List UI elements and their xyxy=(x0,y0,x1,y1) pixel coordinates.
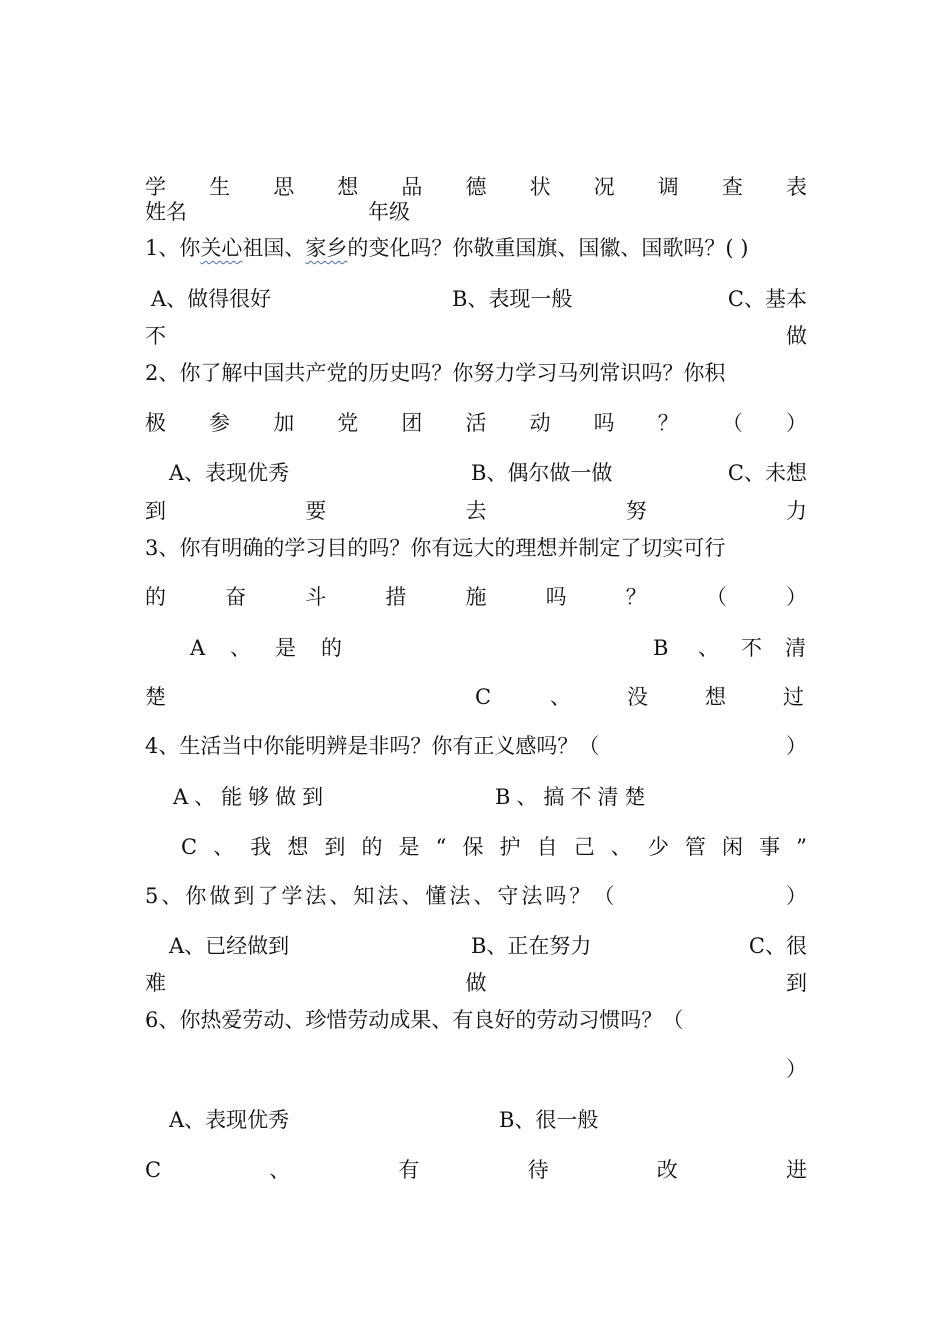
q4-option-c-char: 保 xyxy=(462,835,484,859)
q4-option-c-char: 想 xyxy=(287,835,309,859)
q4-option-c-char: 、 xyxy=(213,835,235,859)
q3-option-c-char: 过 xyxy=(783,685,804,709)
q2-char: 参 xyxy=(209,411,231,435)
q1-text: 的变化吗？你敬重国旗、国徽、国歌吗？( ) xyxy=(347,236,749,260)
q5-close-paren: ） xyxy=(786,884,807,908)
question-4 xyxy=(145,731,807,761)
q2-option-c-char: 去 xyxy=(465,499,487,523)
q2-option-c-char: 到 xyxy=(145,499,166,523)
q5-option-c-char: 难 xyxy=(145,971,166,995)
q4-option-c-char: 闲 xyxy=(722,835,743,859)
q5-option-c-cont xyxy=(145,968,807,998)
q3-char: 奋 xyxy=(225,585,247,609)
question-2-cont xyxy=(145,408,807,438)
q4-option-c-char: 管 xyxy=(684,835,706,859)
q6-option-b: B、很一般 xyxy=(499,1108,599,1132)
q2-option-c-char: 要 xyxy=(305,499,327,523)
q2-char: 极 xyxy=(145,411,166,435)
q3-char: 的 xyxy=(145,585,166,609)
title-char: 生 xyxy=(209,175,231,199)
q5-option-b: B、正在努力 xyxy=(471,934,592,958)
title-char: 想 xyxy=(337,175,359,199)
q1-option-c-cont xyxy=(145,321,807,351)
q4-option-a: A、能够做到 xyxy=(173,785,330,809)
q6-option-c-char: 有 xyxy=(398,1158,420,1182)
q2-option-b: B、偶尔做一做 xyxy=(471,461,613,485)
q3-option-c-char: 没 xyxy=(627,685,648,709)
q1-option-c-text: 做 xyxy=(786,324,807,348)
q6-close-paren: ） xyxy=(786,1057,807,1081)
q4-option-c-char: 少 xyxy=(647,835,669,859)
q2-char: 加 xyxy=(273,411,295,435)
title-char: 表 xyxy=(785,175,807,199)
q3-char: ） xyxy=(786,585,807,609)
q1-underlined-word: 关心 xyxy=(200,236,243,260)
q2-char: 活 xyxy=(465,411,487,435)
title-char: 思 xyxy=(273,175,295,199)
q4-option-c-char: “ xyxy=(435,835,447,859)
q1-option-c: C、基本 xyxy=(727,287,807,311)
q4-option-c-char: ” xyxy=(796,835,807,859)
q1-underlined-word: 家乡 xyxy=(305,236,348,260)
q3-options-cont xyxy=(145,682,807,712)
question-3-cont xyxy=(145,582,807,612)
q6-option-c-char: 、 xyxy=(269,1158,291,1182)
title-char: 学 xyxy=(145,175,166,199)
q5-option-c: C、很 xyxy=(748,934,807,958)
question-6-cont xyxy=(145,1054,807,1084)
q2-options xyxy=(145,458,807,488)
q3-char: 施 xyxy=(465,585,487,609)
question-2: 2、你了解中国共产党的历史吗？你努力学习马列常识吗？你积 xyxy=(145,361,726,385)
q3-option-c-char: C xyxy=(475,685,492,709)
q4-option-c-char: 到 xyxy=(324,835,346,859)
q3-option-b-char: 楚 xyxy=(145,685,166,709)
q6-option-c-char: C xyxy=(145,1158,162,1182)
q5-option-c-char: 到 xyxy=(786,971,807,995)
question-6: 6、你热爱劳动、珍惜劳动成果、有良好的劳动习惯吗？（ xyxy=(145,1008,684,1032)
q6-option-c xyxy=(145,1155,807,1185)
q3-option-a-char: 、 xyxy=(230,636,251,660)
q4-option-c-char: 己 xyxy=(573,835,595,859)
q4-option-c-char: C xyxy=(181,835,198,859)
q4-option-c-char: 的 xyxy=(361,835,383,859)
title-char: 品 xyxy=(401,175,423,199)
q2-option-a: A、表现优秀 xyxy=(169,461,290,485)
title-char: 调 xyxy=(657,175,679,199)
q2-char: 吗 xyxy=(593,411,615,435)
q3-option-c-char: 想 xyxy=(705,685,726,709)
q1-option-b: B、表现一般 xyxy=(452,287,573,311)
q3-option-b-char: B xyxy=(653,636,669,660)
q4-options xyxy=(145,782,807,812)
q3-char: ？ xyxy=(625,585,647,609)
q4-option-c xyxy=(181,832,807,862)
q5-text: 5、你做到了学法、知法、懂法、守法吗？（ xyxy=(145,884,618,908)
name-label: 姓名 xyxy=(145,200,187,224)
q6-option-c-char: 进 xyxy=(785,1158,807,1182)
q1-text: 祖国、 xyxy=(242,236,306,260)
q4-option-c-char: 、 xyxy=(610,835,632,859)
q6-option-c-char: 改 xyxy=(656,1158,678,1182)
q4-option-b: B、搞不清楚 xyxy=(495,785,652,809)
q2-char: （ xyxy=(721,411,743,435)
q3-option-b-char: 、 xyxy=(698,636,719,660)
title-char: 况 xyxy=(593,175,615,199)
question-3: 3、你有明确的学习目的吗？你有远大的理想并制定了切实可行 xyxy=(145,536,726,560)
q2-char: ） xyxy=(785,411,807,435)
q2-option-c-char: 努 xyxy=(625,499,647,523)
q4-option-c-char: 护 xyxy=(499,835,521,859)
q1-option-a: A、做得很好 xyxy=(151,287,272,311)
q2-char: 党 xyxy=(337,411,359,435)
q2-char: 团 xyxy=(401,411,423,435)
q3-options xyxy=(145,633,807,663)
name-grade-line xyxy=(145,197,807,227)
q6-options xyxy=(145,1105,807,1135)
q3-char: 吗 xyxy=(545,585,567,609)
title-char: 德 xyxy=(465,175,487,199)
q3-option-a-char: 的 xyxy=(321,636,342,660)
q6-option-c-char: 待 xyxy=(527,1158,549,1182)
q3-option-b-char: 不 xyxy=(741,636,762,660)
question-5 xyxy=(145,881,807,911)
q3-char: （ xyxy=(705,585,727,609)
q4-option-c-char: 我 xyxy=(250,835,272,859)
q2-option-c-cont xyxy=(145,496,807,526)
q4-text: 4、生活当中你能明辨是非吗？你有正义感吗？（ xyxy=(145,734,600,758)
q3-char: 措 xyxy=(385,585,407,609)
q4-option-c-char: 事 xyxy=(759,835,781,859)
q3-option-a-char: 是 xyxy=(275,636,296,660)
q5-options xyxy=(145,931,807,961)
q4-option-c-char: 自 xyxy=(536,835,558,859)
q2-option-c-char: 力 xyxy=(786,499,807,523)
q4-option-c-char: 是 xyxy=(398,835,420,859)
q5-option-c-char: 做 xyxy=(465,971,487,995)
grade-label: 年级 xyxy=(368,200,410,224)
q1-options xyxy=(145,284,807,314)
q1-option-c-text: 不 xyxy=(145,324,166,348)
q5-option-a: A、已经做到 xyxy=(169,934,290,958)
q3-option-b-char: 清 xyxy=(785,636,806,660)
q6-option-a: A、表现优秀 xyxy=(169,1108,290,1132)
question-1 xyxy=(145,233,807,263)
q3-char: 斗 xyxy=(305,585,327,609)
q2-char: 动 xyxy=(529,411,551,435)
q2-option-c: C、未想 xyxy=(727,461,807,485)
q2-char: ？ xyxy=(657,411,679,435)
q1-text: 1、你 xyxy=(145,236,201,260)
title-char: 查 xyxy=(721,175,743,199)
q4-close-paren: ） xyxy=(786,734,807,758)
q3-option-a-char: A xyxy=(190,636,206,660)
title-char: 状 xyxy=(529,175,551,199)
q3-option-c-char: 、 xyxy=(550,685,571,709)
